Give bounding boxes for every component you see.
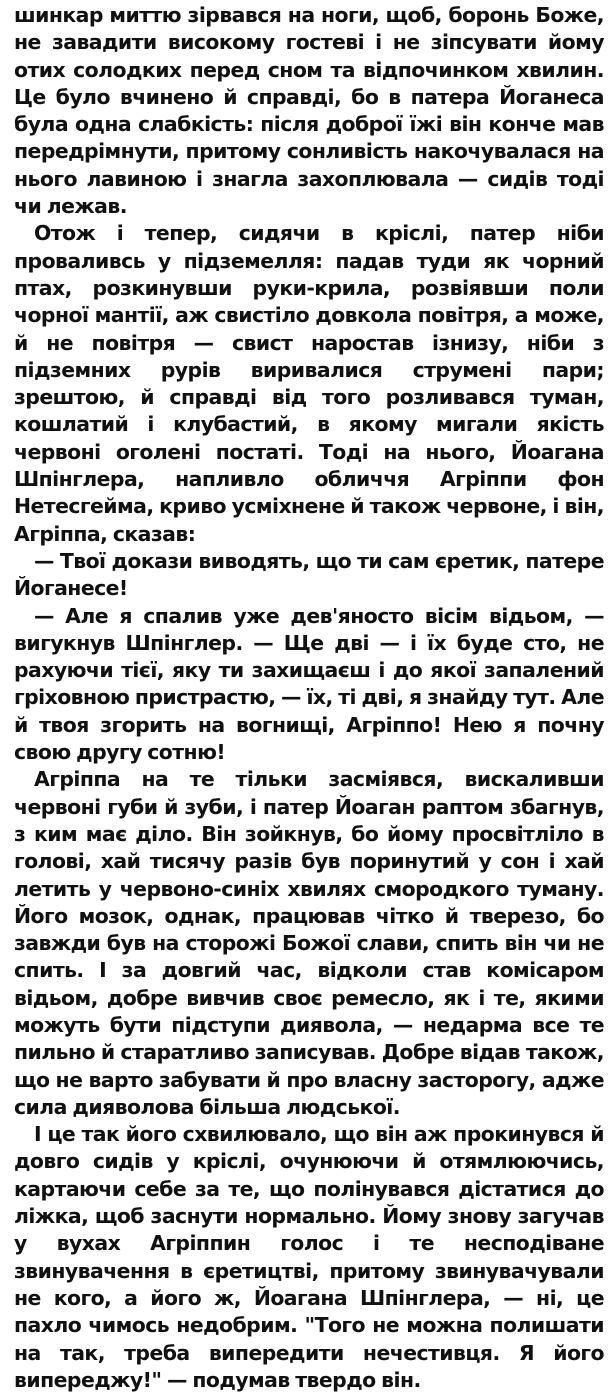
paragraph-2: Отож і тепер, сидячи в кріслі, патер ніби проваливсь у підземелля: падав туди як чорний птах, розкинувши руки-крила, розвіявши поли чорної мантії, аж свистіло довкола повітря, а може, й не повітря — свист наростав ізнизу, ніби з підземних рурів виривалися струмені пари; зрештою, й справді від того розливався туман, кошлатий і клубастий, в якому мигали якість червоні оголені постаті. Тоді на нього, Йоагана Шпінглера, напливло обличчя Агріппи фон Нетесгейма, криво усміхнене й також червоне, і він, Агріппа, сказав: [14,221,604,546]
paragraph-3-dialogue: — Твої докази виводять, що ти сам єретик, патере Йоганесе! [14,548,604,601]
paragraph-1: шинкар миттю зірвався на ноги, щоб, боронь Боже, не завадити високому гостеві і не зіпсувати йому отих солодких перед сном та відпочинком хвилин. Це було вчинено й справді, бо в патера Йоганеса була одна слабкість: після доброї їжі він конче мав передрімнути, притому сонливість накочувалася на нього лавиною і знагла захоплювала — сидів тоді чи лежав. [14,3,604,219]
paragraph-4-dialogue: — Але я спалив уже дев'яносто вісім відьом, — вигукнув Шпінглер. — Ще дві — і їх буде сто, не рахуючи тієї, яку ти захищаєш і до якої запалений гріховною пристрастю, — їх, ті дві, я знайду тут. Але й твоя згорить на вогнищі, Агріппо! Нею я почну свою другу сотню! [14,603,604,765]
paragraph-6: І це так його схвилювало, що він аж прокинувся й довго сидів у кріслі, очунюючи й отямлюючись, картаючи себе за те, що полінувався дістатися до ліжка, щоб заснути нормально. Йому знову загучав у вухах Агріппин голос і те несподіване звинувачення в єретицтві, притому звинувачували не кого, а його ж, Йоагана Шпінглера, — ні, це пахло чимось недобрим. "Того не можна полишати на так, треба випередити нечестивця. Я його випереджу!" — подумав твердо він. [14,1122,604,1392]
paragraph-5: Агріппа на те тільки засміявся, вискаливши червоні губи й зуби, і патер Йоаган раптом збагнув, з ким має діло. Він зойкнув, бо йому просвітліло в голові, хай тисячу разів був поринутий у сон і хай летить у червоно-синіх хвилях смородкого туману. Його мозок, однак, працював чітко й тверезо, бо завжди був на сторожі Божої слави, спить він чи не спить. І за довгий час, відколи став комісаром відьом, добре вивчив своє ремесло, як і те, якими можуть бути підступи диявола, — недарма все те пильно й старатливо записував. Добре відав також, що не варто забувати й про власну засторогу, адже сила дияволова більша людської. [14,767,604,1119]
